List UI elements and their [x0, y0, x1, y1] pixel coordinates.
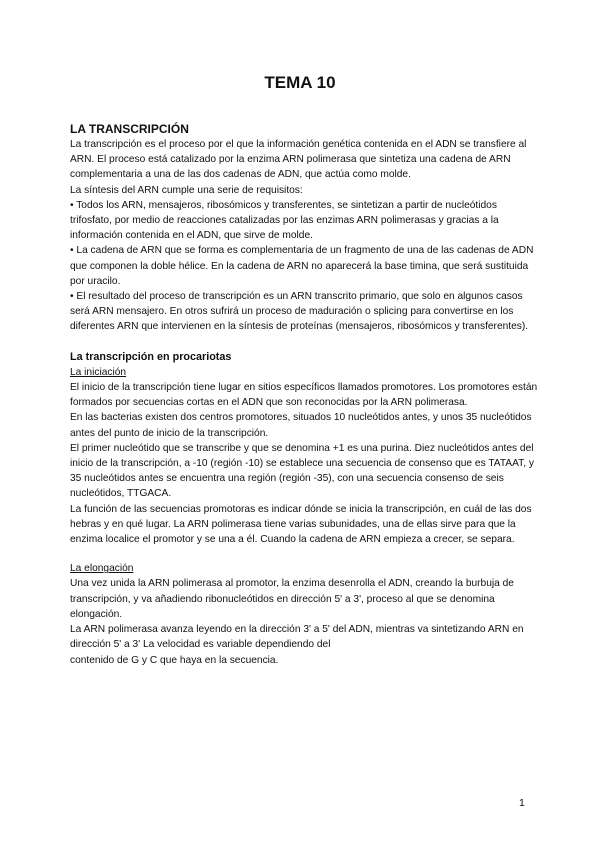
elongation-paragraph: Una vez unida la ARN polimerasa al promotor, la enzima desenrolla el ADN, creando la burbuja de transcripción, y va añadiendo ribonucleótidos en dirección 5' a 3', proceso al que se denomina elongación. — [70, 578, 514, 620]
elongation-paragraph: La ARN polimerasa avanza leyendo en la dirección 3' a 5' del ADN, mientras va sintetizando ARN en dirección 5' a 3' La velocidad es variable dependiendo del — [70, 624, 524, 651]
initiation-paragraph: El primer nucleótido que se transcribe y que se denomina +1 es una purina. Diez nucleótidos antes del inicio de la transcripción, a -10 (región -10) se establece una secuencia de consenso que es TATAAT, y 35 nucleótidos antes se encuentra una región (región -35), con una secuencia consenso de seis nucleótidos, TTGACA. — [70, 442, 534, 500]
page-title: TEMA 10 — [264, 73, 336, 92]
initiation-paragraph: En las bacterias existen dos centros promotores, situados 10 nucleótidos antes, y unos 35 nucleótidos antes del punto de inicio de la transcripción. — [70, 412, 532, 439]
bullet-item: • Todos los ARN, mensajeros, ribosómicos y transferentes, se sintetizan a partir de nucleótidos trifosfato, por medio de reacciones catalizadas por las enzimas ARN polimerasas y gracias a la información contenida en el ADN, que sirve de molde. — [70, 199, 499, 242]
elongation-paragraph: contenido de G y C que haya en la secuencia. — [70, 654, 279, 666]
requirements-intro: La síntesis del ARN cumple una serie de requisitos: — [70, 184, 303, 196]
spacer — [70, 335, 540, 350]
section-heading-transcripcion: LA TRANSCRIPCIÓN — [70, 122, 189, 136]
initiation-paragraph: La función de las secuencias promotoras es indicar dónde se inicia la transcripción, en cuál de las dos hebras y en qué lugar. La ARN polimerasa tiene varias subunidades, una de ellas sirve para que la enzima localice el promotor y se una a él. Cuando la cadena de ARN empieza a crecer, se separa. — [70, 503, 532, 546]
page-number: 1 — [519, 797, 525, 809]
bullet-item: • La cadena de ARN que se forma es complementaria de un fragmento de una de las cadenas de ADN que componen la doble hélice. En la cadena de ARN no aparecerá la base timina, que será sustituida por uracilo. — [70, 245, 534, 287]
initiation-paragraph: El inicio de la transcripción tiene lugar en sitios específicos llamados promotores. Los promotores están formados por secuencias cortas en el ADN que son reconocidas por la ARN polimerasa. — [70, 382, 538, 409]
bullet-item: • El resultado del proceso de transcripción es un ARN transcrito primario, que solo en algunos casos será ARN mensajero. En otros sufrirá un proceso de maduración o splicing para convertirse en los diferentes ARN que intervienen en la síntesis de proteínas (mensajeros, ribosómicos y transferentes). — [70, 291, 529, 333]
document-body — [70, 121, 540, 668]
subheading-iniciacion: La iniciación — [70, 366, 127, 378]
spacer — [70, 547, 540, 561]
subheading-elongacion: La elongación — [70, 563, 134, 575]
intro-paragraph: La transcripción es el proceso por el que la información genética contenida en el ADN se transfiere al ARN. El proceso está catalizado por la enzima ARN polimerasa que sintetiza una cadena de ARN complementaria a una de las dos cadenas de ADN, que actúa como molde. — [70, 139, 527, 181]
section-heading-procariotas: La transcripción en procariotas — [70, 350, 232, 363]
